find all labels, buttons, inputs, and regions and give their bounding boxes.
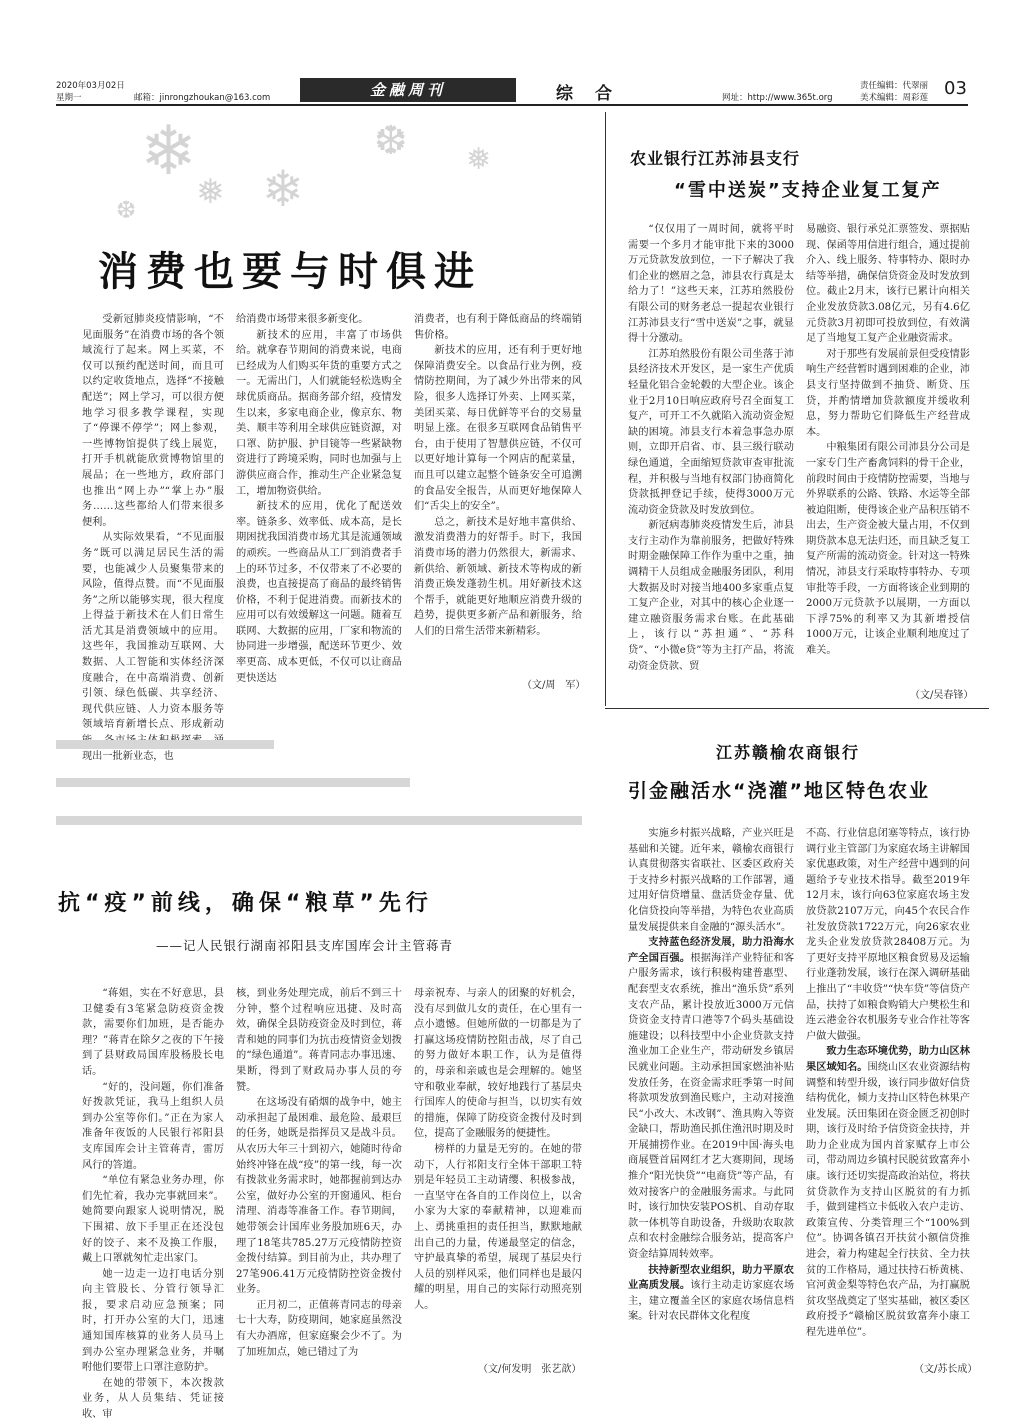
- paragraph: 新技术的应用，丰富了市场供给。就拿春节期间的消费来说，电商已经成为人们购买年货的重要方式之一。无需出门，人们就能轻松选购全球优质商品。据商务部介绍，疫情发生以来，多家电商企业，像京东、物美、顺丰等利用全球供应链资源，对口罩、防护服、护目镜等一些紧缺物资进行了跨境采购，同时也加强与上游供应商合作，推动生产企业紧急复工，增加物资供给。: [236, 329, 402, 497]
- paragraph: 新技术的应用，优化了配送效率。链条多、效率低、成本高，是长期困扰我国消费市场尤其是流通领域的顽疾。一些商品从工厂到消费者手上的环节过多，不仅带来了不必要的浪费，也直接提高了商品的最终销售价格，不利于促进消费。而新技术的应用可以有效缓解这一问题。随着互联网、大数据的应用，厂家和物流的协同进一步增强，配送环节更少、效率更高、成本更低，不仅可以让商品更快送达: [236, 501, 402, 684]
- decor-bar: [56, 816, 582, 825]
- byline: （文/苏长成）: [914, 1364, 978, 1375]
- consumption-column-3: [414, 312, 582, 642]
- paragraph: 不高、行业信息闭塞等特点，该行协调行业主管部门为家庭农场主讲解国家优惠政策，对生产经营中遇到的问题给予专业技术指导。截至2019年12月末，该行向63位家庭农场主发放贷款2107万元，向45个农民合作社发放贷款1722万元，向26家农业龙头企业发放贷款28408万元。为了更好支持平原地区粮食贸易及运输行业蓬勃发展，该行在深入调研基础上推出了“丰收贷”“快车贷”等信贷产品，扶持了如粮食购销大户樊松生和连云港金谷农机服务专业合作社等客户做大做强。: [806, 828, 970, 1042]
- headline-pbc: 抗“疫”前线，确保“粮草”先行: [58, 891, 433, 916]
- paragraph: “好的，没问题，你们准备好拨款凭证，我马上组织人员到办公室等你们。”正在为家人准备年夜饭的人民银行祁阳县支库国库会计主管蒋青，雷厉风行的答道。: [82, 1081, 224, 1171]
- snowflake-icon: ❆: [374, 118, 408, 164]
- paragraph: 易融资、银行承兑汇票签发、票据贴现、保函等用信进行组合，通过提前介入、线上服务、特事特办、限时办结等举措，确保信贷资金及时发放到位。截止2月末，该行已累计向相关企业发放贷款3.08亿元，另有4.6亿元贷款3月初即可投放到位，有效满足了当地复工复产企业融资需求。: [806, 224, 970, 345]
- byline: （文/吴春锋）: [910, 690, 974, 701]
- section-title: 综合: [556, 84, 634, 104]
- paragraph: 对于那些有发展前景但受疫情影响生产经营暂时遇到困难的企业，沛县支行坚持做到不抽贷、断贷、压贷，并酌情增加贷款额度并缓收利息，努力帮助它们降低生产经营成本。: [806, 348, 970, 438]
- paragraph: 她一边走一边打电话分别向主管股长、分管行领导汇报，要求启动应急预案；同时，打开办公室的大门，迅速通知国库核算的业务人员马上到办公室办理紧急业务，并嘱咐他们要带上口罩注意防护。: [82, 1268, 224, 1374]
- paragraph: 新冠病毒肺炎疫情发生后，沛县支行主动作为靠前服务，把做好特殊时期金融保障工作作为重中之重，抽调精干人员组成金融服务团队，利用大数据及时对接当地400多家重点复工复产企业，对其中的核心企业逐一建立融资服务需求台账。在此基础上，该行以“苏担通”、“苏科贷”、“小微e贷”等为主打产品，将流动资金贷款、贸: [628, 520, 794, 672]
- abc-column-2: [806, 222, 970, 678]
- paragraph: 给消费市场带来很多新变化。: [236, 314, 369, 325]
- pbc-column-3: [414, 986, 582, 1348]
- paragraph: “蒋姐，实在不好意思，县卫健委有3笔紧急防疫资金拨款，需要你们加班，是否能办理？”蒋青在除夕之夜的下午接到了县财政局国库股杨股长电话。: [82, 988, 224, 1077]
- decor-bar: [56, 740, 274, 749]
- paragraph: 江苏珀然股份有限公司坐落于沛县经济技术开发区，是一家生产优质轻量化铝合金轮毂的大型企业。该企业于2月10日响应政府号召全面复工复产，可开工不久就陷入流动资金短缺的困境。沛县支行本着急事急办原则，立即开启省、市、县三级行联动绿色通道，全面缩短贷款审查审批流程，并积极与当地有权部门协商简化贷款抵押登记手续，使得3000万元流动资金贷款及时发放到位。: [628, 348, 794, 516]
- headline-abc-line2: “雪中送炭”支持企业复工复产: [674, 180, 942, 201]
- snowflake-icon: ❆: [116, 196, 137, 224]
- decor-bar: [56, 778, 410, 787]
- paragraph: 消费者，也有利于降低商品的终端销售价格。: [414, 314, 582, 341]
- paragraph: 受新冠肺炎疫情影响，“不见面服务”在消费市场的各个领域流行了起来。网上买菜，不仅可以预约配送时间，而且可以约定收货地点，选择“不接触配送”；网上学习，可以很方便地学习很多教学课程，实现了“停课不停学”；网上参观，一些博物馆提供了线上展览，打开手机就能欣赏博物馆里的展品；在一些地方，政府部门也推出“网上办”“掌上办”服务……这些都给人们带来很多便利。: [82, 314, 224, 528]
- paragraph: 致力生态环境优势，助力山区林果区域知名。围绕山区农业资源结构调整和转型升级，该行同步做好信贷结构优化，倾力支持山区特色林果产业发展。沃田集团在资金匮乏初创时期，该行及时给予信贷资金扶持，并助力企业成为国内首家赋存上市公司，带动周边乡镇村民脱贫致富奔小康。该行还切实提高政治站位，将扶贫贷款作为支持山区脱贫的有力抓手，做到建档立卡低收入农户走访、政策宣传、分类管理三个“100%到位”。协调各镇召开扶贫小额信贷推进会，着力构建起全行扶贫、全力扶贫的工作格局，通过扶持石桥黄桃、官河黄金梨等特色农产品，为打赢脱贫攻坚战奠定了坚实基础，被区委区政府授予“赣榆区脱贫致富奔小康工程先进单位”。: [806, 1046, 971, 1338]
- header-art-editor: 美术编辑：周彩莲: [860, 93, 929, 103]
- byline: （文/何发明 张艺歆）: [478, 1364, 582, 1375]
- pbc-column-2: [236, 986, 402, 1376]
- byline: （文/周 军）: [522, 680, 586, 691]
- headline-ganyu-line1: 江苏赣榆农商银行: [716, 743, 861, 762]
- header-website: 网址：http://www.365t.org: [722, 93, 833, 103]
- column-divider: [605, 112, 606, 706]
- headline-ganyu-line2: 引金融活水“浇灌”地区特色农业: [628, 780, 930, 802]
- paragraph: 榜样的力量是无穷的。在她的带动下，人行祁阳支行全体干部职工特别是年轻员工主动请缨、积极参战，一直坚守在各自的工作岗位上，以舍小家为大家的奉献精神，以迎难而上、勇挑重担的责任担当，默默地献出自己的力量，传递最坚定的信念，守护最真挚的希望，展现了基层央行人员的别样风采，他们同样也是最闪耀的明星，用自己的实际行动照亮别人。: [414, 1143, 582, 1311]
- header-editor: 责任编辑：代翠丽: [860, 81, 929, 91]
- paragraph: 新技术的应用，还有利于更好地保障消费安全。以食品行业为例，疫情防控期间，为了减少外出带来的风险，很多人选择订外卖、上网买菜，美团买菜、每日优鲜等平台的交易量明显上涨。在很多互联网食品销售平台，由于使用了智慧供应链，不仅可以更好地计算每一个网店的配菜量，而且可以建立起整个链条安全可追溯的食品安全报告，从而更好地保障人们“舌尖上的安全”。: [414, 345, 582, 513]
- snowflake-icon: ❅: [196, 172, 225, 212]
- subheadline-pbc: ——记人民银行湖南祁阳县支库国库会计主管蒋青: [156, 938, 454, 953]
- header-rule: [56, 104, 968, 106]
- paragraph: “仅仅用了一周时间，就将平时需要一个多月才能审批下来的3000万元贷款发放到位，一下子解决了我们企业的燃眉之急，沛县农行真是太给力了！”这些天来，江苏珀然股份有限公司的财务老总一提起农业银行江苏沛县支行“雪中送炭”之事，就显得十分激动。: [628, 224, 794, 345]
- paragraph: 支持蓝色经济发展，助力沿海水产全国百强。根据海洋产业特征和客户服务需求，该行积极构建普惠型、配套型支农系统，推出“渔乐贷”系列支农产品，累计投放近3000万元信贷资金支持青口港等7个码头基础设施建设；以科技型中小企业贷款支持渔业加工企业生产，带动研发乡镇居民就业问题。主动承担国家燃油补贴发放任务，在资金需求旺季第一时间将款项发放到渔民账户，主动对接渔民“小改大、木改钢”、渔具购入等资金缺口，帮助渔民抓住渔汛时期及时开展捕捞作业。在2019中国·海头电商展暨首届网红才艺大赛期间，现场推介“阳光快贷”“电商贷”等产品，有效对接客户的金融服务需求。与此同时，该行加快安装POS机、自动存取款一体机等自助设备，升级助农取款点和农村金融综合服务站，提高客户资金结算周转效率。: [628, 937, 795, 1261]
- issue-weekday: 星期一: [56, 93, 82, 103]
- paragraph: 总之，新技术是好地丰富供给、激发消费潜力的好帮手。时下，我国消费市场的潜力仍然很大，新需求、新供给、新领域、新技术等构成的新消费正焕发蓬勃生机。用好新技术这个帮手，就能更好地顺应消费升级的趋势，提供更多新产品和新服务，给人们的日常生活带来新精彩。: [414, 516, 582, 637]
- issue-date: 2020年03月02日: [56, 81, 125, 91]
- paragraph: 从实际效果看，“不见面服务”既可以满足居民生活的需要，也能减少人员聚集带来的风险，值得点赞。而“不见面服务”之所以能够实现，很大程度上得益于新技术在人们日常生活尤其是消费领域中的应用。这些年，我国推动互联网、大数据、人工智能和实体经济深度融合，在中高端消费、创新引领、绿色低碳、共享经济、现代供应链、人力资本服务等领域培育新增长点、形成新动 现出一批新业态，也: [82, 532, 224, 762]
- pbc-column-1: [82, 986, 224, 1421]
- paragraph: “单位有紧急业务办理，你们先忙着，我办完事就回来”。她简要向跟家人说明情况，脱下围裙、放下手里正在还没包好的饺子、来不及换工作服，戴上口罩就匆忙走出家门。: [82, 1175, 224, 1265]
- consumption-column-2: [236, 312, 402, 688]
- snowflake-icon: ❄: [140, 112, 197, 191]
- snowflake-icon: ❄: [262, 160, 304, 218]
- paragraph: 正月初二，正值蒋青同志的母亲七十大寿，防疫期间，她家庭虽然没有大办酒席，但家庭聚会少不了。为了加班加点，她已错过了为: [236, 1299, 402, 1358]
- section-divider: [605, 708, 989, 709]
- publication-banner: 金融周刊: [300, 78, 516, 102]
- snowflake-icon: ❅: [466, 142, 492, 177]
- page-number: 03: [944, 78, 967, 99]
- paragraph: 中粮集团有限公司沛县分公司是一家专门生产畜禽饲料的骨干企业，前段时间由于疫情防控需要，当地与外界联系的公路、铁路、水运等全部被迫阻断，使得该企业产品积压销不出去，生产资金被大量占用，不仅到期贷款本息无法归还，而且缺乏复工复产所需的流动资金。针对这一特殊情况，沛县支行采取特事特办、专项审批等手段，一方面将该企业到期的2000万元贷款予以展期，一方面以下浮75%的利率又为其新增授信1000万元，让该企业顺利地度过了难关。: [806, 442, 970, 657]
- headline-abc-line1: 农业银行江苏沛县支行: [630, 149, 801, 168]
- consumption-column-1: [82, 312, 224, 762]
- paragraph: 在她的带领下，本次拨款业务，从人员集结、凭证接收、审: [82, 1377, 224, 1421]
- headline-consumption: 消费也要与时俱进: [98, 249, 482, 295]
- paragraph: 实施乡村振兴战略，产业兴旺是基础和关键。近年来，赣榆农商银行认真贯彻落实省联社、区委区政府关于支持乡村振兴战略的工作部署，通过用好信贷增量、盘活贷金存量、优化信贷投向等举措，为特色农业高质量发展提供来自金融的“源头活水”。: [628, 828, 794, 933]
- header-email: 邮箱：jinrongzhoukan@163.com: [134, 93, 271, 103]
- abc-column-1: [628, 222, 794, 676]
- ganyu-column-2: [806, 826, 970, 1346]
- paragraph: 扶持新型农业组织，助力平原农业高质发展。该行主动走访家庭农场主，建立覆盖全区的家庭农场信息档案。针对农民群体文化程度: [628, 1264, 795, 1323]
- paragraph: 核，到业务处理完成，前后不到三十分钟，整个过程响应迅捷、及时高效，确保全县防疫资金及时到位，蒋青和她的同事们为抗击疫情资金划拨的“绿色通道”。蒋青同志办事迅速、果断，得到了财政局办事人员的夸赞。: [236, 988, 402, 1093]
- paragraph: 在这场没有硝烟的战争中，她主动承担起了最困难、最危险、最艰巨的任务，她既是指挥员又是战斗员。从农历大年三十到初六，她随时待命始终冲锋在战“疫”的第一线，每一次有拨款业务需求时，她都握前到达办公室，做好办公室的开窗通风、柜台清理、消毒等准备工作。春节期间，她带领会计国库业务股加班6天，办理了18笔共785.27万元疫情防控资金拨付结算。到目前为止，共办理了27笔906.41万元疫情防控资金拨付业务。: [236, 1097, 402, 1296]
- ganyu-column-1: [628, 826, 794, 1374]
- paragraph: 母亲祝寿、与亲人的团聚的好机会，没有尽到做儿女的责任，在心里有一点小遗憾。但她所做的一切都是为了打赢这场疫情防控阻击战，尽了自己的努力做好本职工作，认为是值得的，母亲和亲戚也是会理解的。她坚守和敬业奉献，较好地践行了基层央行国库人的使命与担当，以切实有效的措施，保障了防疫资金拨付及时到位，提高了金融服务的便捷性。: [414, 988, 582, 1140]
